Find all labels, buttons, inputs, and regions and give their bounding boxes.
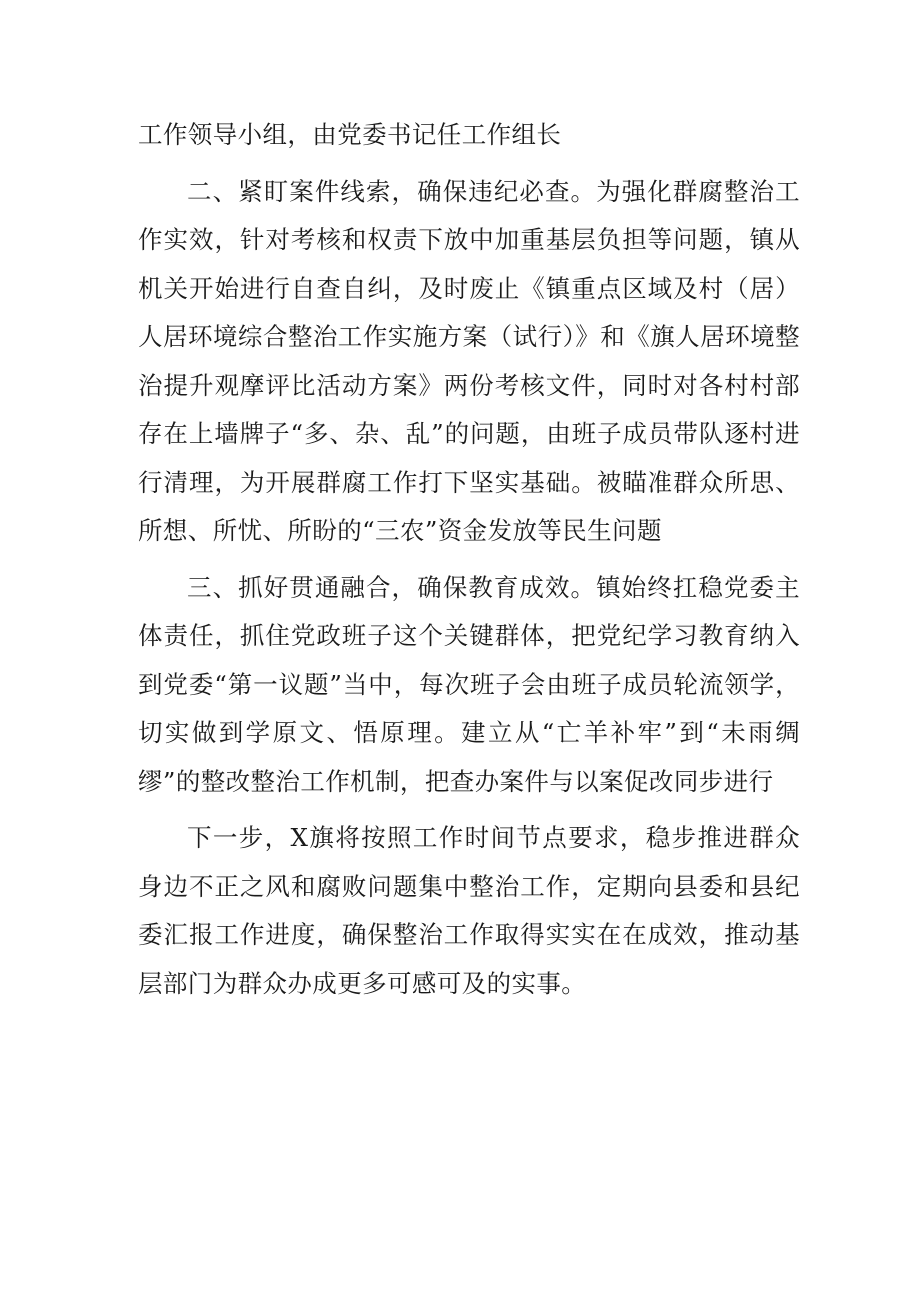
paragraph-case-clues: 二、紧盯案件线索，确保违纪必查。为强化群腐整治工作实效，针对考核和权责下放中加重基层负担等问题，镇从机关开始进行自查自纠，及时废止《镇重点区域及村（居）人居环境综合整治工作实施方案（试行）》和《旗人居环境整治提升观摩评比活动方案》两份考核文件，同时对各村村部存在上墙牌子“多、杂、乱”的问题，由班子成员带队逐村进行清理，为开展群腐工作打下坚实基础。被瞄准群众所思、所想、所忧、所盼的“三农”资金发放等民生问题 <box>138 176 800 545</box>
paragraph-continuation: 工作领导小组，由党委书记任工作组长 <box>138 120 562 149</box>
paragraph-next-step: 下一步，X旗将按照工作时间节点要求，稳步推进群众身边不正之风和腐败问题集中整治工作，定期向县委和县纪委汇报工作进度，确保整治工作取得实实在在成效，推动基层部门为群众办成更多可感可及的实事。 <box>138 823 800 998</box>
paragraph-education: 三、抓好贯通融合，确保教育成效。镇始终扛稳党委主体责任，抓住党政班子这个关键群体，把党纪学习教育纳入到党委“第一议题”当中，每次班子会由班子成员轮流领学，切实做到学原文、悟原理。建立从“亡羊补牢”到“未雨绸缪”的整改整治工作机制，把查办案件与以案促改同步进行 <box>138 572 800 796</box>
document-body <box>138 111 800 1008</box>
